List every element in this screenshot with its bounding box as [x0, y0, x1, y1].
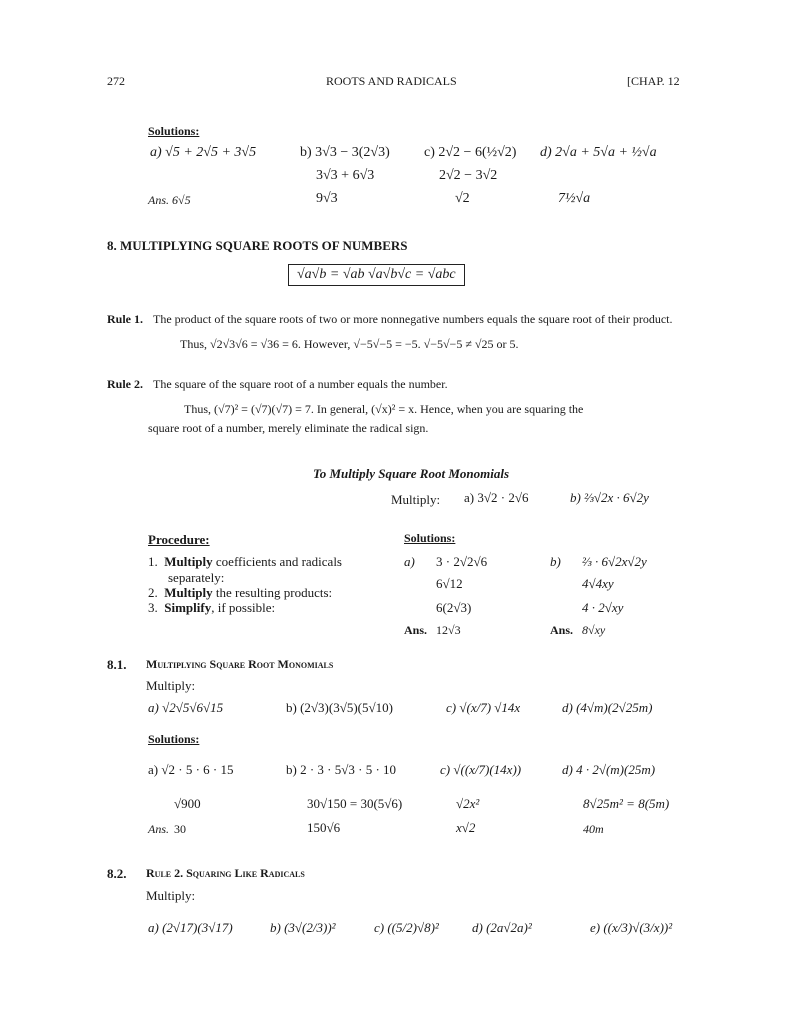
monomials-problem-b: b) ⅔√2x · 6√2y [570, 490, 649, 505]
monomials-ans-a: 12√3 [436, 623, 461, 637]
step-3-number: 3. [148, 600, 158, 615]
top-sol-a-answer: Ans. 6√5 [148, 193, 191, 207]
monomials-sol-b-step3: 4 · 2√xy [582, 600, 624, 615]
monomials-sol-a-label: a) [404, 554, 415, 569]
ex81-multiply-label: Multiply: [146, 678, 196, 693]
ex81-ans-label: Ans. [148, 822, 169, 836]
ex81-sol-b-line1: b) 2 · 3 · 5√3 · 5 · 10 [286, 762, 397, 777]
ex81-sol-b-line2: 30√150 = 30(5√6) [307, 796, 403, 811]
ex81-problem-c: c) √(x/7) √14x [446, 700, 521, 715]
ex82-problem-d: d) (2a√2a)² [472, 920, 532, 935]
rule2-example-line1: Thus, (√7)² = (√7)(√7) = 7. In general, (√x)² = x. Hence, when you are squaring the [184, 402, 584, 416]
procedure-step-1-cont: separately: [168, 570, 225, 585]
top-sol-b-answer: 9√3 [316, 191, 338, 206]
ex81-title: Multiplying Square Root Monomials [146, 657, 334, 671]
monomials-problem-a: a) 3√2 · 2√6 [464, 490, 529, 505]
rule1-example: Thus, √2√3√6 = √36 = 6. However, √−5√−5 = −5. √−5√−5 ≠ √25 or 5. [180, 337, 519, 351]
rule1-text: The product of the square roots of two or more nonnegative numbers equals the square root of their product. [153, 312, 673, 326]
step-2-rest: the resulting products: [212, 585, 333, 600]
top-sol-a-line1: a) √5 + 2√5 + 3√5 [150, 145, 257, 160]
top-sol-c-line2: 2√2 − 3√2 [439, 168, 498, 183]
ex81-problem-d: d) (4√m)(2√25m) [562, 700, 653, 715]
ex81-sol-a-line1: a) √2 · 5 · 6 · 15 [148, 762, 234, 777]
top-sol-d-line1: d) 2√a + 5√a + ½√a [540, 145, 657, 160]
monomials-solutions-label: Solutions: [404, 531, 456, 545]
ex81-sol-d-line2: 8√25m² = 8(5m) [583, 796, 670, 811]
ex82-problem-b: b) (3√(2/3))² [270, 920, 336, 935]
ex81-sol-d-answer: 40m [583, 822, 604, 836]
step-2-number: 2. [148, 585, 158, 600]
monomials-sol-a-step1: 3 · 2√2√6 [436, 554, 488, 569]
monomials-sol-b-label: b) [550, 554, 561, 569]
ex82-problem-a: a) (2√17)(3√17) [148, 920, 233, 935]
procedure-step-3 [148, 600, 275, 616]
section-heading: 8. MULTIPLYING SQUARE ROOTS OF NUMBERS [107, 238, 408, 253]
top-sol-c-answer: √2 [455, 191, 470, 206]
running-title: ROOTS AND RADICALS [326, 74, 457, 88]
monomials-ans-b: 8√xy [582, 623, 606, 637]
step-2-verb: Multiply [164, 585, 213, 600]
step-3-rest: , if possible: [211, 600, 276, 615]
procedure-step-2 [148, 585, 332, 601]
rule2-example-line2: square root of a number, merely eliminate the radical sign. [148, 421, 429, 435]
step-3-verb: Simplify [164, 600, 212, 615]
ex81-sol-c-answer: x√2 [456, 820, 476, 835]
chapter-label: [CHAP. 12 [627, 74, 680, 88]
monomials-ans-b-label: Ans. [550, 623, 574, 637]
ex82-problem-c: c) ((5/2)√8)² [374, 920, 439, 935]
ex82-number: 8.2. [107, 866, 127, 881]
ex81-problem-a: a) √2√5√6√15 [148, 700, 224, 715]
ex81-sol-a-line2: √900 [174, 796, 201, 811]
ex81-sol-b-answer: 150√6 [307, 820, 341, 835]
procedure-label: Procedure: [148, 532, 210, 547]
procedure-step-1 [148, 554, 342, 570]
monomials-sol-b-step1: ⅔ · 6√2x√2y [582, 554, 647, 569]
formula-box: √a√b = √ab √a√b√c = √abc [288, 264, 465, 286]
ex82-title: Rule 2. Squaring Like Radicals [146, 866, 305, 880]
monomials-title: To Multiply Square Root Monomials [313, 466, 510, 481]
ex81-problem-b: b) (2√3)(3√5)(5√10) [286, 700, 393, 715]
monomials-sol-a-step2: 6√12 [436, 576, 463, 591]
top-sol-b-line2: 3√3 + 6√3 [316, 168, 375, 183]
page-number: 272 [107, 74, 125, 88]
ex81-number: 8.1. [107, 657, 127, 672]
rule2-label: Rule 2. [107, 377, 143, 391]
ex81-sol-c-line1: c) √((x/7)(14x)) [440, 762, 522, 777]
top-sol-c-line1: c) 2√2 − 6(½√2) [424, 145, 517, 160]
step-1-rest: coefficients and radicals [212, 554, 342, 569]
monomials-sol-b-step2: 4√4xy [582, 576, 614, 591]
rule2-text: The square of the square root of a number equals the number. [153, 377, 448, 391]
monomials-ans-a-label: Ans. [404, 623, 428, 637]
monomials-sol-a-step3: 6(2√3) [436, 600, 472, 615]
ex81-sol-d-line1: d) 4 · 2√(m)(25m) [562, 762, 656, 777]
ex81-sol-c-line2: √2x² [456, 796, 480, 811]
ex82-problem-e: e) ((x/3)√(3/x))² [590, 920, 673, 935]
ex81-sol-a-answer: 30 [174, 822, 186, 836]
top-sol-b-line1: b) 3√3 − 3(2√3) [300, 145, 390, 160]
monomials-multiply-label: Multiply: [391, 492, 441, 507]
top-sol-d-answer: 7½√a [558, 191, 591, 206]
ex81-solutions-label: Solutions: [148, 732, 200, 746]
step-1-verb: Multiply [164, 554, 213, 569]
rule1-label: Rule 1. [107, 312, 143, 326]
step-1-number: 1. [148, 554, 158, 569]
solutions-label-top: Solutions: [148, 124, 200, 138]
ex82-multiply-label: Multiply: [146, 888, 196, 903]
